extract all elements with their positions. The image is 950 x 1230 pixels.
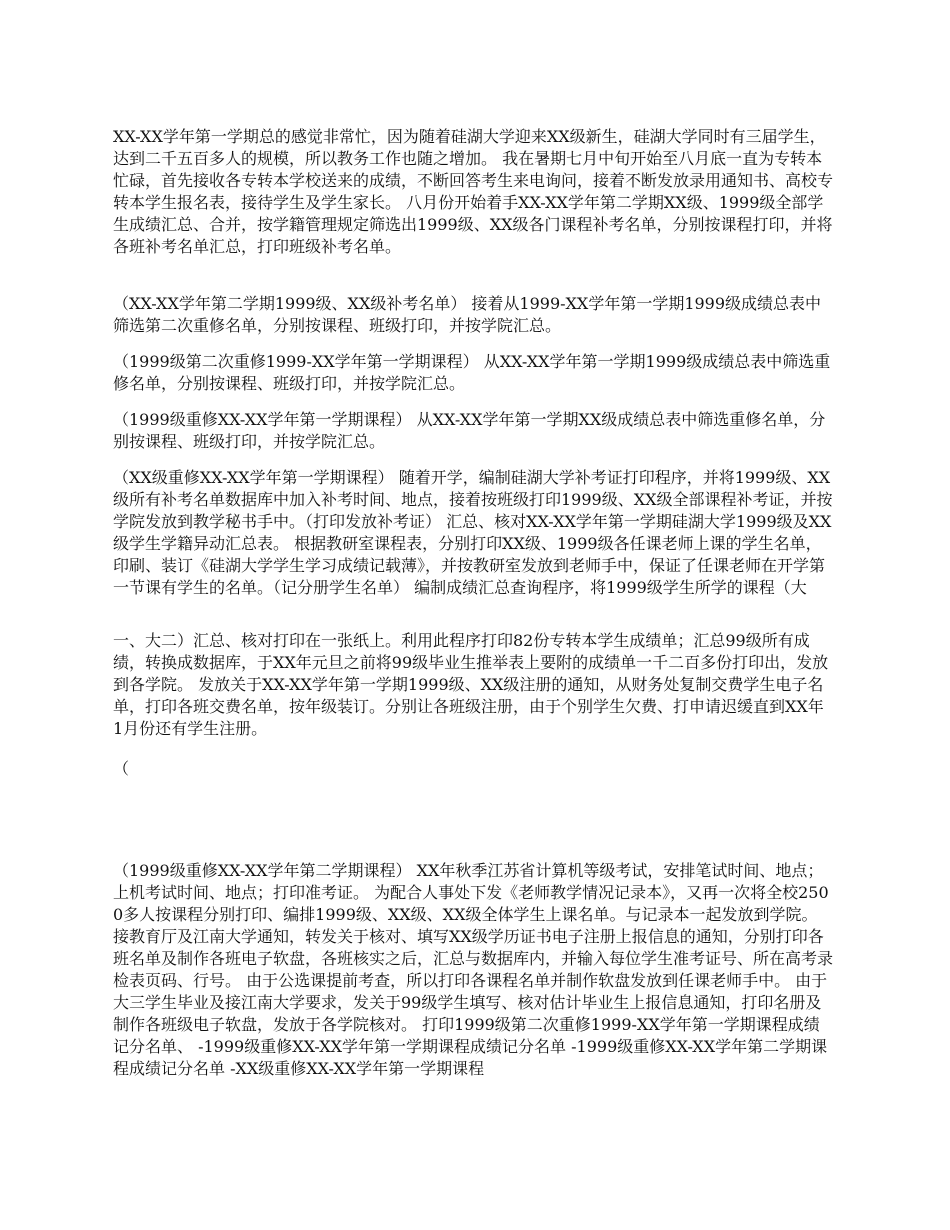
paragraph: （XX级重修XX-XX学年第一学期课程） 随着开学，编制硅湖大学补考证打印程序，并将1999级、XX级所有补考名单数据库中加入补考时间、地点，接着按班级打印1999级、XX级全部课程补考证，并按学院发放到教学秘书手中。（打印发放补考证） 汇总、核对XX-XX学年第一学期硅湖大学1999级及XX级学生学籍异动汇总表。 根据教研室课程表，分别打印XX级、1999级各任课老师上课的学生名单，印刷、装订《硅湖大学学生学习成绩记载薄》，并按教研室发放到老师手中，保证了任课老师在开学第一节课有学生的名单。（记分册学生名单） 编制成绩汇总查询程序，将1999级学生所学的课程（大: [113, 468, 833, 597]
paragraph: 一、大二）汇总、核对打印在一张纸上。利用此程序打印82份专转本学生成绩单；汇总99级所有成绩，转换成数据库，于XX年元旦之前将99级毕业生推举表上要附的成绩单一千二百多份打印出，发放到各学院。 发放关于XX-XX学年第一学期1999级、XX级注册的通知，从财务处复制交费学生电子名单，打印各班交费名单，按年级装订。分别让各班级注册，由于个别学生欠费、打申请迟缓直到XX年1月份还有学生注册。: [113, 631, 829, 738]
paragraph: （1999级重修XX-XX学年第一学期课程） 从XX-XX学年第一学期XX级成绩总表中筛选重修名单，分别按课程、班级打印，并按学院汇总。: [113, 410, 826, 451]
paragraph: （XX-XX学年第二学期1999级、XX级补考名单） 接着从1999-XX学年第一学期1999级成绩总表中筛选第二次重修名单，分别按课程、班级打印，并按学院汇总。: [113, 294, 822, 335]
paragraph: （1999级重修XX-XX学年第二学期课程） XX年秋季江苏省计算机等级考试，安排笔试时间、地点；上机考试时间、地点；打印准考证。 为配合人事处下发《老师教学情况记录本》，又再一次将全校2500多人按课程分别打印、编排1999级、XX级、XX级全体学生上课名单。与记录本一起发放到学院。 接教育厅及江南大学通知，转发关于核对、填写XX级学历证书电子注册上报信息的通知，分别打印各班名单及制作各班电子软盘，各班核实之后，汇总与数据库内，并输入每位学生准考证号、所在高考录检表页码、行号。 由于公选课提前考查，所以打印各课程名单并制作软盘发放到任课老师手中。 由于大三学生毕业及接江南大学要求，发关于99级学生填写、核对估计毕业生上报信息通知，打印名册及制作各班级电子软盘，发放于各学院核对。 打印1999级第二次重修1999-XX学年第一学期课程成绩记分名单、 -1999级重修XX-XX学年第一学期课程成绩记分名单 -1999级重修XX-XX学年第二学期课程成绩记分名单 -XX级重修XX-XX学年第一学期课程: [113, 861, 834, 1078]
paragraph: XX-XX学年第一学期总的感觉非常忙，因为随着硅湖大学迎来XX级新生，硅湖大学同时有三届学生，达到二千五百多人的规模，所以教务工作也随之增加。 我在暑期七月中旬开始至八月底一直为专转本忙碌，首先接收各专转本学校送来的成绩，不断回答考生来电询问，接着不断发放录用通知书、高校专转本学生报名表，接待学生及学生家长。 八月份开始着手XX-XX学年第二学期XX级、1999级全部学生成绩汇总、合并，按学籍管理规定筛选出1999级、XX级各门课程补考名单，分别按课程打印，并将各班补考名单汇总，打印班级补考名单。: [113, 127, 834, 256]
paragraph: （: [113, 759, 130, 778]
paragraph: （1999级第二次重修1999-XX学年第一学期课程） 从XX-XX学年第一学期1999级成绩总表中筛选重修名单，分别按课程、班级打印，并按学院汇总。: [113, 352, 831, 393]
